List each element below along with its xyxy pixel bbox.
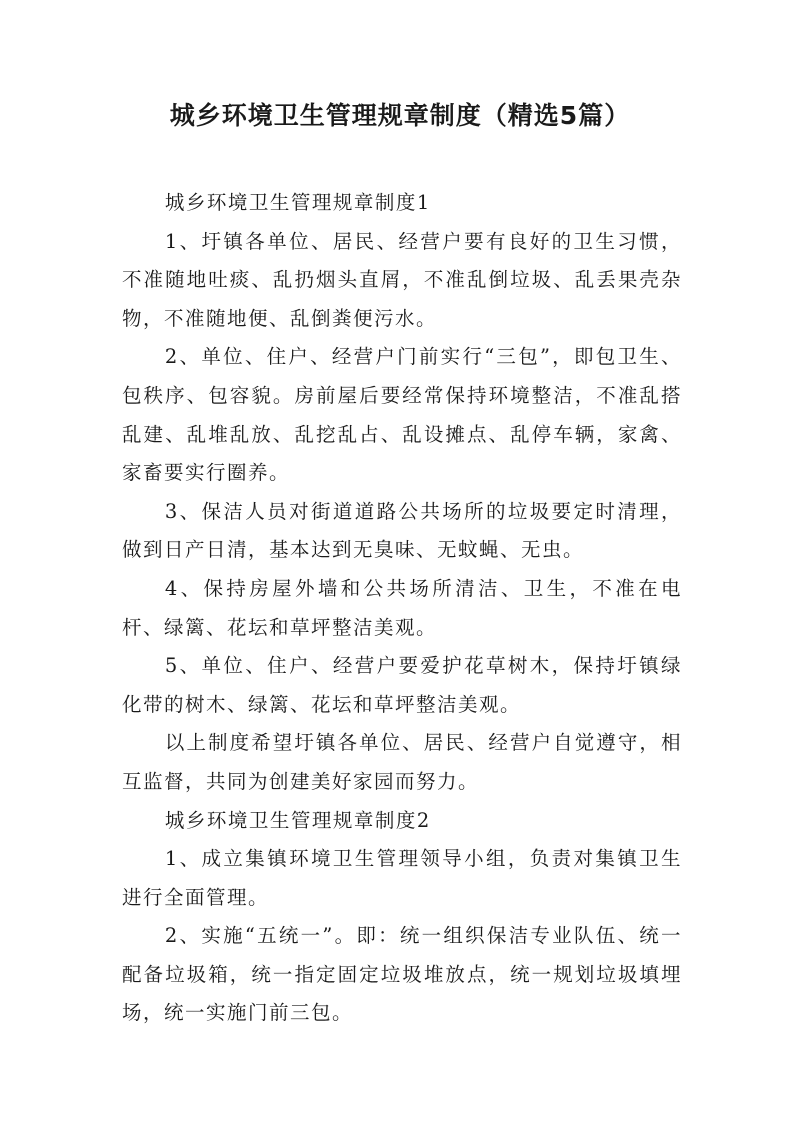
paragraph: 2、实施“五统一”。即：统一组织保洁专业队伍、统一配备垃圾箱，统一指定固定垃圾堆放点，统一规划垃圾填埋场，统一实施门前三包。 xyxy=(122,924,682,1025)
paragraph: 1、圩镇各单位、居民、经营户要有良好的卫生习惯，不准随地吐痰、乱扔烟头直屑，不准乱倒垃圾、乱丢果壳杂物，不准随地便、乱倒粪便污水。 xyxy=(122,229,682,330)
document-title: 城乡环境卫生管理规章制度（精选5篇） xyxy=(169,101,631,130)
section-heading: 城乡环境卫生管理规章制度2 xyxy=(164,808,431,832)
section-heading: 城乡环境卫生管理规章制度1 xyxy=(164,191,431,214)
paragraph: 4、保持房屋外墙和公共场所清洁、卫生，不准在电杆、绿篱、花坛和草坪整洁美观。 xyxy=(122,576,682,639)
paragraph: 1、成立集镇环境卫生管理领导小组，负责对集镇卫生进行全面管理。 xyxy=(122,847,682,909)
paragraph: 2、单位、住户、经营户门前实行“三包”，即包卫生、包秩序、包容貌。房前屋后要经常保持环境整洁，不准乱搭乱建、乱堆乱放、乱挖乱占、乱设摊点、乱停车辆，家禽、家畜要实行圈养。 xyxy=(122,345,682,485)
paragraph: 以上制度希望圩镇各单位、居民、经营户自觉遵守，相互监督，共同为创建美好家园而努力。 xyxy=(122,731,682,793)
paragraph: 3、保洁人员对街道道路公共场所的垃圾要定时清理，做到日产日清，基本达到无臭味、无蚊蝇、无虫。 xyxy=(122,499,682,562)
document-body xyxy=(122,184,682,1033)
paragraph: 5、单位、住户、经营户要爱护花草树木，保持圩镇绿化带的树木、绿篱、花坛和草坪整洁美观。 xyxy=(122,654,682,716)
